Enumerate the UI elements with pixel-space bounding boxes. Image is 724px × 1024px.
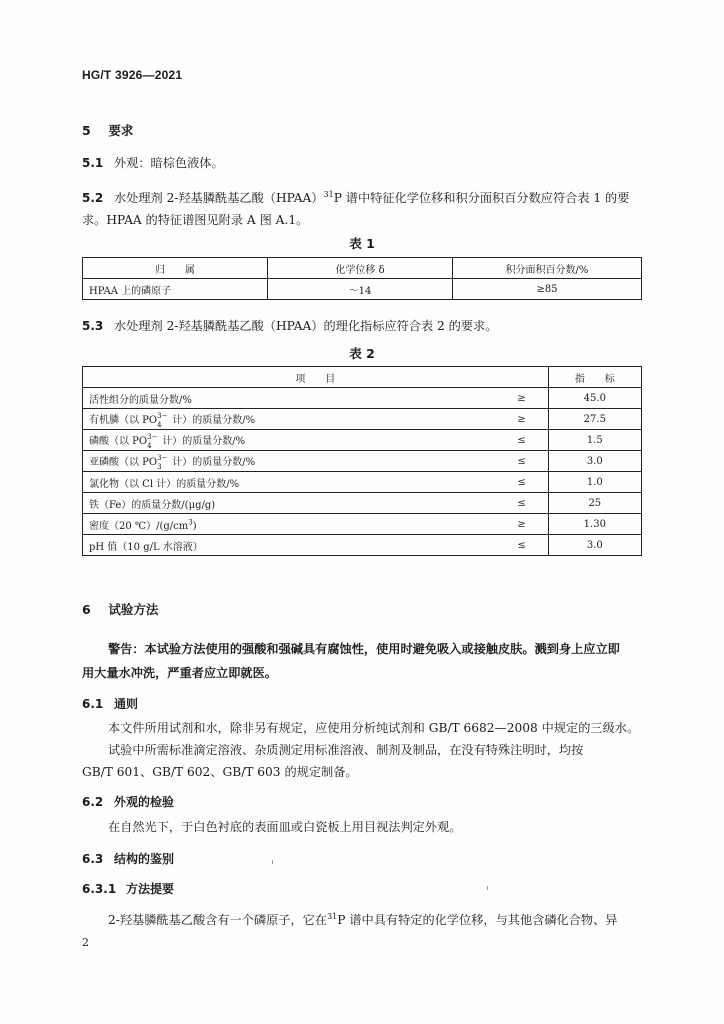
table-cell: HPAA 上的磷原子 (83, 279, 268, 300)
subscript: 3 (157, 462, 162, 471)
warning-notice (82, 637, 648, 685)
table-row (83, 409, 642, 430)
item-text: 计）的质量分数/% (169, 415, 256, 427)
table-row (83, 514, 642, 535)
table-1-caption: 表 1 (349, 236, 375, 251)
clause-line (82, 184, 644, 209)
clause-6-2-heading (82, 793, 174, 810)
value-cell: 3.0 (548, 535, 641, 556)
ion-notation (157, 453, 169, 471)
clause-number: 5.1 (82, 156, 104, 170)
clause-5-3 (82, 315, 497, 337)
item-cell (83, 514, 496, 535)
clause-6-3-heading (82, 850, 174, 867)
item-text: 计）的质量分数/% (159, 436, 246, 448)
section-6-heading (82, 600, 158, 618)
table-row (83, 535, 642, 556)
item-text: 亚磷酸（以 PO (89, 457, 158, 469)
comparison-cell: ≤ (496, 472, 549, 493)
column-header: 化学位移 δ (268, 258, 453, 279)
value-cell: 1.0 (548, 472, 641, 493)
comparison-cell: ≤ (496, 535, 549, 556)
clause-number: 5.3 (82, 319, 104, 333)
table-2 (82, 366, 642, 556)
item-text: ) (192, 520, 197, 532)
table-1 (82, 257, 642, 300)
item-text: 计）的质量分数/% (169, 457, 256, 469)
item-cell: 活性组分的质量分数/% (83, 388, 496, 409)
column-header: 积分面积百分数/% (453, 258, 642, 279)
comparison-cell: ≤ (496, 451, 549, 472)
section-title: 试验方法 (108, 602, 159, 617)
clause-title: 结构的鉴别 (114, 852, 175, 866)
table-cell: ≥85 (453, 279, 642, 300)
page-number: 2 (82, 936, 89, 949)
scan-mark (487, 886, 488, 890)
table-cell: ～14 (268, 279, 453, 300)
value-cell: 1.5 (548, 430, 641, 451)
value-cell: 45.0 (548, 388, 641, 409)
superscript: 3− (147, 432, 158, 441)
clause-number: 6.3 (82, 852, 104, 866)
comparison-cell: ≥ (496, 514, 549, 535)
value-cell: 3.0 (548, 451, 641, 472)
item-text: 密度（20 ℃）/(g/cm (89, 520, 189, 532)
item-cell: 铁（Fe）的质量分数/(μg/g) (83, 493, 496, 514)
table-row (83, 451, 642, 472)
warning-line: 用大量水冲洗，严重者应立即就医。 (82, 666, 277, 680)
comparison-cell: ≤ (496, 430, 549, 451)
section-number: 6 (82, 602, 91, 617)
comparison-cell: ≥ (496, 388, 549, 409)
table-header-row (83, 258, 642, 279)
item-cell: pH 值（10 g/L 水溶液） (83, 535, 496, 556)
value-cell: 1.30 (548, 514, 641, 535)
item-cell (83, 409, 496, 430)
subscript: 4 (147, 441, 152, 450)
clause-6-3-1-heading (82, 880, 174, 897)
paragraph: 试验中所需标准滴定溶液、杂质测定用标准溶液、制剂及制品，在没有特殊注明时，均按 (108, 743, 584, 757)
paragraph-text: 2-羟基膦酰基乙酸含有一个磷原子，它在 (108, 913, 328, 928)
ion-notation (147, 432, 159, 450)
clause-6-1-heading (82, 695, 138, 712)
ion-notation (157, 411, 169, 429)
clause-text: 水处理剂 2-羟基膦酰基乙酸（HPAA）的理化指标应符合表 2 的要求。 (114, 319, 498, 333)
clause-line: 求。HPAA 的特征谱图见附录 A 图 A.1。 (82, 213, 309, 228)
paragraph: 本文件所用试剂和水，除非另有规定，应使用分析纯试剂和 GB/T 6682—2008 中规定的三级水。 (108, 721, 640, 735)
document-header: HG/T 3926—2021 (82, 68, 183, 82)
comparison-cell: ≤ (496, 493, 549, 514)
section-number: 5 (82, 123, 91, 138)
table-row (83, 430, 642, 451)
section-5-heading (82, 121, 133, 139)
clause-text: 水处理剂 2-羟基膦酰基乙酸（HPAA） (114, 191, 324, 206)
clause-title: 方法提要 (126, 882, 175, 896)
clause-title: 外观的检验 (114, 795, 175, 809)
superscript: 3− (157, 411, 168, 420)
column-header: 指 标 (548, 367, 641, 388)
table-row (83, 279, 642, 300)
clause-number: 6.2 (82, 795, 104, 809)
clause-text: P 谱中特征化学位移和积分面积百分数应符合表 1 的要 (333, 191, 630, 206)
subscript: 4 (157, 420, 162, 429)
column-header: 归 属 (83, 258, 268, 279)
table-row (83, 388, 642, 409)
clause-6-3-1-body (108, 906, 648, 931)
section-title: 要求 (108, 123, 134, 138)
clause-title: 通则 (114, 697, 139, 711)
paragraph-text: P 谱中具有特定的化学位移，与其他含磷化合物、异 (337, 913, 618, 928)
table-header-row (83, 367, 642, 388)
comparison-cell: ≥ (496, 409, 549, 430)
clause-6-1-body (82, 717, 648, 783)
value-cell: 27.5 (548, 409, 641, 430)
clause-6-2-body: 在自然光下，于白色衬底的表面皿或白瓷板上用目视法判定外观。 (108, 820, 462, 834)
item-text: 有机膦（以 PO (89, 415, 158, 427)
item-cell: 氯化物（以 Cl 计）的质量分数/% (83, 472, 496, 493)
item-text: 磷酸（以 PO (89, 436, 148, 448)
clause-text: 外观：暗棕色液体。 (114, 156, 224, 170)
scan-mark (272, 860, 273, 864)
superscript: 31 (327, 912, 338, 921)
value-cell: 25 (548, 493, 641, 514)
superscript: 3− (157, 453, 168, 462)
table-2-caption: 表 2 (349, 346, 375, 361)
warning-line: 警告：本试验方法使用的强酸和强碱具有腐蚀性，使用时避免吸入或接触皮肤。溅到身上应立即 (108, 642, 620, 656)
table-row (83, 493, 642, 514)
clause-number: 6.1 (82, 697, 104, 711)
clause-5-2 (82, 184, 644, 231)
clause-number: 5.2 (82, 191, 104, 206)
clause-number: 6.3.1 (82, 882, 117, 896)
column-header: 项 目 (83, 367, 549, 388)
clause-5-1 (82, 152, 224, 174)
superscript: 31 (323, 190, 334, 199)
paragraph-continuation: GB/T 601、GB/T 602、GB/T 603 的规定制备。 (82, 765, 358, 779)
item-cell (83, 430, 496, 451)
superscript: 3 (188, 518, 193, 527)
table-row (83, 472, 642, 493)
item-cell (83, 451, 496, 472)
